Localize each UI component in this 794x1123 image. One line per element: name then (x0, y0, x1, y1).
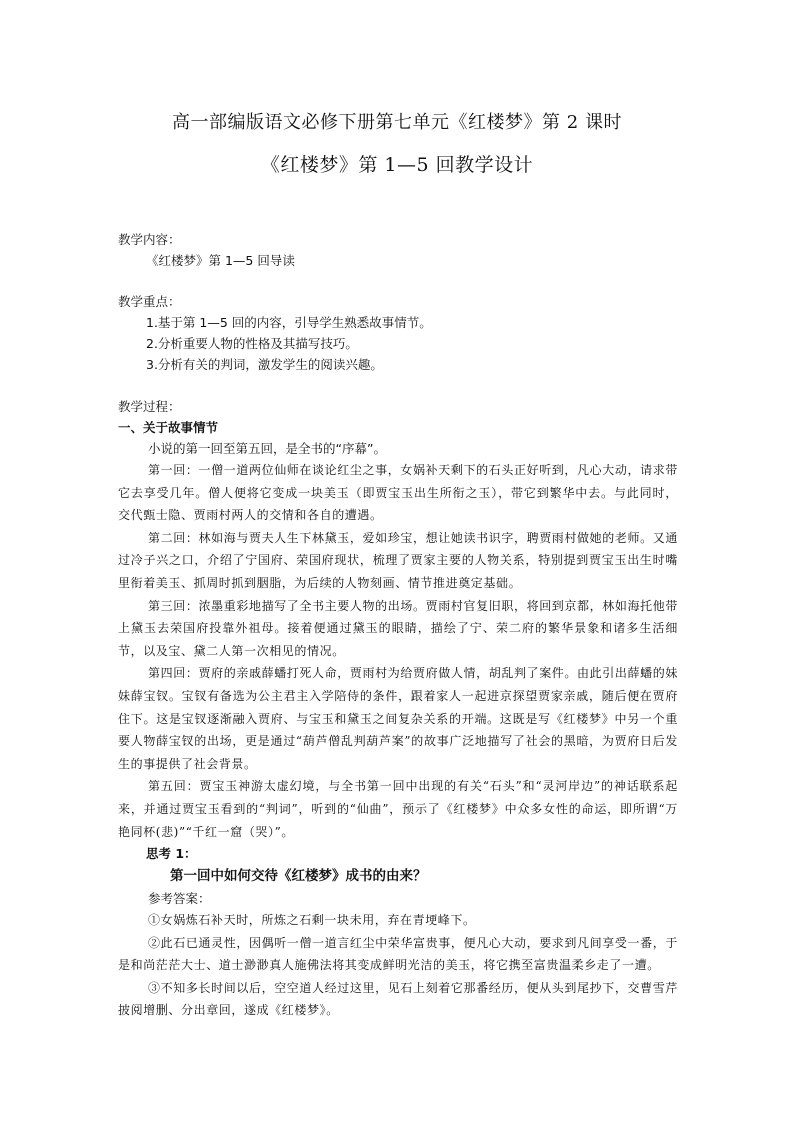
focus-item: 1.基于第 1—5 回的内容，引导学生熟悉故事情节。 (146, 315, 432, 330)
answer-label: 参考答案： (148, 891, 211, 907)
chapter-paragraph: 第二回：林如海与贾夫人生下林黛玉，爱如珍宝，想让她读书识字，聘贾雨村做她的老师。又通过冷子兴之口，介绍了宁国府、荣国府现状，梳理了贾家主要的人物关系，特别提到贾宝玉出生时嘴里衔着美玉、抓周时抓到胭脂，为后续的人物刻画、情节推进奠定基础。 (118, 530, 678, 590)
process-intro: 小说的第一回至第五回，是全书的“序幕”。 (148, 441, 386, 456)
think-question: 第一回中如何交待《红楼梦》成书的由来？ (170, 868, 427, 885)
focus-section (118, 291, 678, 375)
chapter-paragraph: 第四回：贾府的亲戚薛蟠打死人命，贾雨村为给贾府做人情，胡乱判了案件。由此引出薛蟠的妹妹薛宝钗。宝钗有备选为公主君主入学陪侍的条件，跟着家人一起进京探望贾家亲戚，随后便在贾府住下。这是宝钗逐渐融入贾府、与宝玉和黛玉之间复杂关系的开端。这既是写《红楼梦》中另一个重要人物薛宝钗的出场，更是通过“葫芦僧乱判葫芦案”的故事广泛地描写了社会的黑暗，为贾府日后发生的事提供了社会背景。 (118, 666, 678, 771)
focus-heading: 教学重点： (118, 294, 181, 309)
part1-heading: 一、关于故事情节 (118, 420, 219, 435)
think-label: 思考 1： (146, 846, 197, 862)
answer-item: ③不知多长时间以后，空空道人经过这里，见石上刻着它那番经历，便从头到尾抄下，交曹雪芹披阅增删、分出章回，遂成《红楼梦》。 (118, 980, 678, 1018)
content-section (118, 229, 678, 271)
chapter-paragraph: 第五回：贾宝玉神游太虚幻境，与全书第一回中出现的有关“石头”和“灵河岸边”的神话联系起来，并通过贾宝玉看到的“判词”，听到的“仙曲”，预示了《红楼梦》中众多女性的命运，即所谓“万艳同杯(悲)”“千红一窟（哭）”。 (118, 779, 678, 839)
focus-item: 3.分析有关的判词，激发学生的阅读兴趣。 (146, 357, 383, 372)
process-section (118, 396, 678, 1022)
document-title-line1: 高一部编版语文必修下册第七单元《红楼梦》第 2 课时 (172, 112, 622, 133)
document-title-line2: 《红楼梦》第 1—5 回教学设计 (260, 154, 534, 176)
focus-item: 2.分析重要人物的性格及其描写技巧。 (146, 336, 358, 351)
content-item: 《红楼梦》第 1—5 回导读 (146, 253, 295, 268)
answer-item: ①女娲炼石补天时，所炼之石剩一块未用，弃在青埂峰下。 (148, 913, 476, 928)
chapter-paragraph: 第一回：一僧一道两位仙师在谈论红尘之事，女娲补天剩下的石头正好听到，凡心大动，请求带它去享受几年。僧人便将它变成一块美玉（即贾宝玉出生所衔之玉），带它到繁华中去。与此同时，交代甄士隐、贾雨村两人的交情和各自的遭遇。 (118, 463, 678, 523)
answer-item: ②此石已通灵性，因偶听一僧一道言红尘中荣华富贵事，便凡心大动，要求到凡间享受一番，于是和尚茫茫大士、道士渺渺真人施佛法将其变成鲜明光洁的美玉，将它携至富贵温柔乡走了一遭。 (118, 935, 678, 973)
chapter-paragraph: 第三回：浓墨重彩地描写了全书主要人物的出场。贾雨村官复旧职，将回到京都，林如海托他带上黛玉去荣国府投靠外祖母。接着便通过黛玉的眼睛，描绘了宁、荣二府的繁华景象和诸多生活细节，以及宝、黛二人第一次相见的情况。 (118, 598, 678, 658)
content-heading: 教学内容： (118, 232, 181, 247)
process-heading: 教学过程： (118, 399, 181, 414)
